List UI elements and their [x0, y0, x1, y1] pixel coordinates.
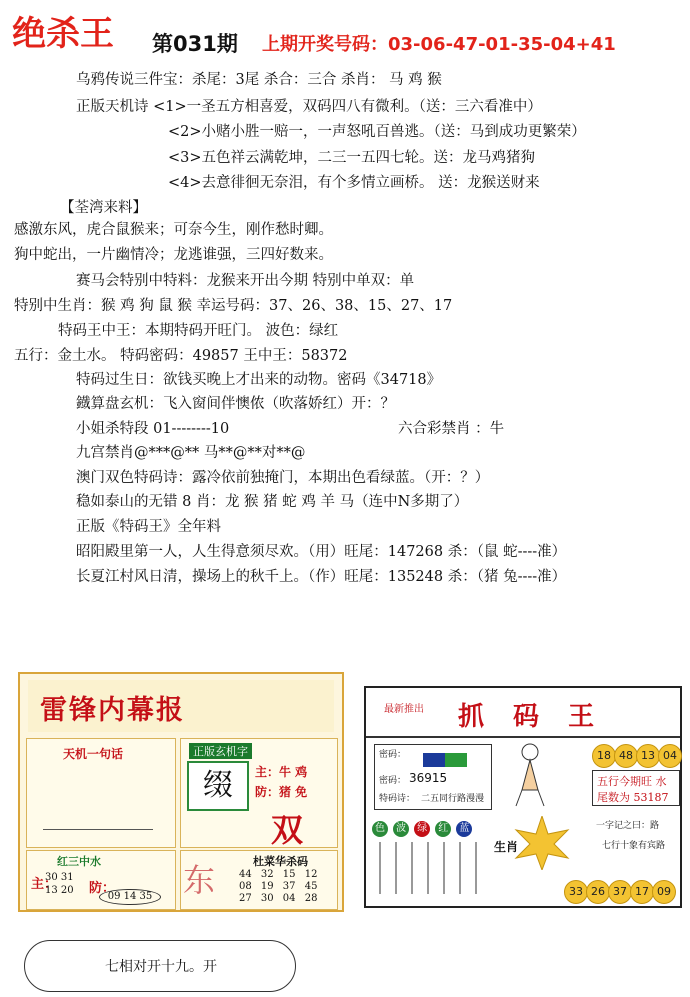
last-draw-numbers: 上期开奖号码：03-06-47-01-35-04+41	[262, 34, 616, 55]
text-line: <3>五色祥云满乾坤，二三一五四七轮。送：龙马鸡猪狗	[168, 150, 536, 166]
text-line: 正版《特码王》全年料	[76, 519, 221, 535]
number-ball: 04	[658, 744, 682, 768]
number-ball: 17	[630, 880, 654, 904]
wuxing-box	[592, 770, 680, 806]
text-line: 昭阳殿里第一人，人生得意须尽欢。（用）旺尾：147268 杀：（鼠 蛇----准）	[76, 544, 567, 560]
color-tag: 波	[393, 821, 409, 837]
leifeng-poster	[18, 672, 344, 912]
number-ball: 26	[586, 880, 610, 904]
special-label: 特码诗：	[379, 794, 416, 804]
main-pick: 主：牛 鸡	[255, 765, 308, 779]
color-tag: 绿	[414, 821, 430, 837]
color-tag: 色	[372, 821, 388, 837]
number-ball: 37	[608, 880, 632, 904]
red-three-box	[26, 850, 176, 910]
main-label: 主：	[31, 877, 58, 892]
guard-label: 防：	[89, 881, 116, 896]
wuxing-text: 五行今期旺 水	[597, 775, 667, 788]
big-red-character: 东	[183, 861, 216, 899]
poem-columns	[374, 838, 500, 898]
text-line: 鐡算盘玄机：飞入窗间伴懊侬（吹落娇红）开：？	[76, 396, 395, 412]
special-text: 二五同行路漫漫	[421, 794, 485, 804]
text-line: 九宫禁肖@***@** 马**@**对**@	[76, 445, 306, 461]
kill-row: 44 32 15 12	[239, 869, 318, 880]
text-line: 稳如泰山的无错 8 肖：龙 猴 猪 蛇 鸡 羊 马（连中N多期了）	[76, 494, 469, 510]
poster-title: 抓 码 王	[458, 702, 605, 732]
divider	[366, 736, 680, 738]
kill-code-box	[180, 850, 338, 910]
red-three-title: 红三中水	[57, 855, 101, 868]
color-tag: 红	[435, 821, 451, 837]
xuanji-title: 正版玄机字	[189, 743, 252, 759]
number-ball: 18	[592, 744, 616, 768]
shengxiao-label: 生肖	[494, 840, 519, 854]
color-tag: 蓝	[456, 821, 472, 837]
text-line: 特码王中王：本期特码开旺门。 波色：绿红	[58, 323, 339, 339]
section-heading: 【荃湾来料】	[60, 200, 147, 216]
text-line: 五行：金土水。 特码密码：49857 王中王：58372	[14, 348, 348, 364]
password-text-label: 密码：	[379, 776, 407, 786]
text-line: 特别中生肖：猴 鸡 狗 鼠 猴 幸运号码：37、26、38、15、27、17	[14, 298, 453, 314]
tianji-title: 天机一句话	[63, 747, 124, 761]
divider	[43, 829, 153, 830]
number-ball: 09	[652, 880, 676, 904]
text-line: <4>去意徘徊无奈泪，有个多情立画桥。 送：龙猴送财来	[168, 175, 540, 191]
password-box	[374, 744, 492, 810]
number-ball: 48	[614, 744, 638, 768]
double-character: 双	[271, 811, 304, 849]
text-line: 乌鸦传说三件宝：杀尾：3尾 杀合：三合 杀肖： 马 鸡 猴	[76, 72, 442, 88]
text-line: 正版天机诗 <1>一圣五方相喜爱，双码四八有微利。（送：三六看准中）	[76, 99, 542, 115]
page-title: 绝杀王	[12, 14, 114, 54]
poster-tag: 最新推出	[384, 704, 424, 715]
text-line: 特码过生日：欲钱买晚上才出来的动物。密码《34718》	[76, 372, 442, 388]
kill-row: 08 19 37 45	[239, 881, 318, 892]
cloud-text: 七相对开十九。开	[105, 959, 217, 975]
cloud-bubble	[24, 940, 296, 992]
main-numbers: 30 31 13 20	[45, 872, 74, 896]
tianji-box	[26, 738, 176, 848]
seven-text: 七行十象有宾路	[602, 841, 666, 851]
tail-text: 尾数为 53187	[597, 791, 669, 804]
text-line: <2>小赌小胜一赔一，一声怒吼百兽逃。（送：马到成功更繁荣）	[168, 124, 586, 140]
text-line: 长夏江村风日清，操场上的秋千上。（作）旺尾：135248 杀：（猪 兔----准）	[76, 569, 567, 585]
guard-pick: 防：猪 免	[255, 785, 308, 799]
color-tags	[372, 816, 472, 837]
kill-row: 27 30 04 28	[239, 893, 318, 904]
kill-code-title: 杜菜华杀码	[253, 855, 308, 868]
logo-graphic	[423, 753, 467, 767]
text-line: 感激东风，虎合鼠猴来；可奈今生，刚作愁时卿。	[14, 222, 333, 238]
text-line: 狗中蛇出，一片幽情冷；龙逃谁强，三四好数来。	[14, 247, 333, 263]
guard-numbers: 09 14 35	[99, 889, 161, 905]
big-character: 缀	[187, 761, 249, 811]
issue-number: 第031期	[152, 32, 238, 56]
xuanji-box	[180, 738, 338, 848]
number-ball: 33	[564, 880, 588, 904]
text-line: 小姐杀特段 01--------10	[76, 421, 230, 437]
starburst-graphic	[514, 816, 570, 870]
poster-header	[28, 680, 334, 732]
figure-illustration	[508, 740, 552, 810]
poster-title: 雷锋内幕报	[40, 695, 185, 726]
text-line: 澳门双色特码诗：露冷依前独掩门，本期出色看绿蓝。（开：？）	[76, 470, 490, 486]
password-value: 36915	[409, 771, 448, 785]
zhuama-poster	[364, 686, 682, 908]
text-line: 六合彩禁肖 ：牛	[398, 421, 505, 437]
quote-text: 一字记之曰：路	[596, 821, 660, 831]
text-line: 赛马会特别中特料：龙猴来开出今期 特别中单双：单	[76, 273, 415, 289]
number-ball: 13	[636, 744, 660, 768]
password-label: 密码：	[379, 750, 407, 760]
